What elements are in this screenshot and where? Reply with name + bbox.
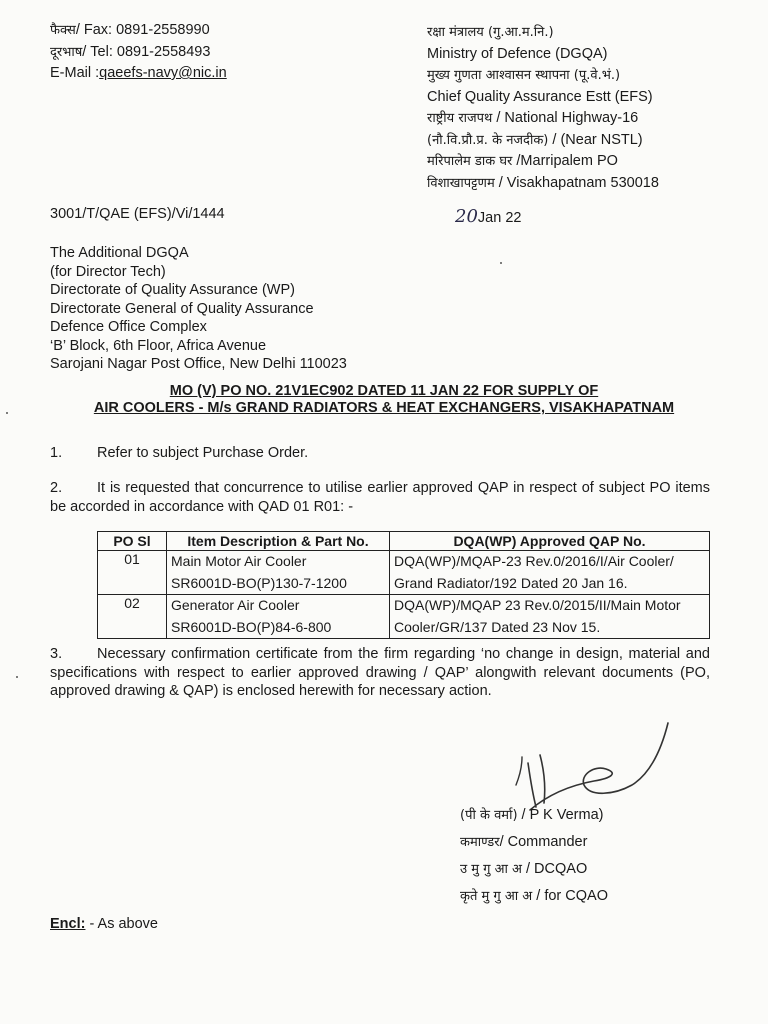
subject-heading bbox=[0, 383, 768, 417]
header-contact-block bbox=[50, 20, 227, 85]
paragraph-text: It is requested that concurrence to utilise earlier approved QAP in respect of subject PO items be accorded in accordance with QAD 01 R01: - bbox=[50, 480, 710, 515]
addressee-line: Defence Office Complex bbox=[50, 319, 207, 335]
item-description-cell bbox=[167, 551, 390, 595]
address-hindi: मरिपालेम डाक घर bbox=[427, 154, 513, 169]
address-line bbox=[427, 151, 659, 173]
po-sl-cell: 02 bbox=[98, 595, 167, 639]
column-header: Item Description & Part No. bbox=[167, 532, 390, 551]
column-header: PO Sl bbox=[98, 532, 167, 551]
address-english: Chief Quality Assurance Estt (EFS) bbox=[427, 88, 653, 105]
email-line bbox=[50, 63, 227, 85]
subject-line-2: AIR COOLERS - M/s GRAND RADIATORS & HEAT EXCHANGERS, VISAKHAPATNAM bbox=[93, 400, 675, 416]
scan-speck bbox=[500, 262, 502, 264]
tel-line bbox=[50, 42, 227, 64]
paragraph-number: 2. bbox=[50, 480, 63, 496]
column-header: DQA(WP) Approved QAP No. bbox=[390, 532, 710, 551]
date-day-handwritten: 20 bbox=[455, 206, 478, 227]
subject-line-1: MO (V) PO NO. 21V1EC902 DATED 11 JAN 22 FOR SUPPLY OF bbox=[169, 383, 599, 399]
email-label: E-Mail : bbox=[50, 65, 100, 81]
addressee-line: ‘B’ Block, 6th Floor, Africa Avenue bbox=[50, 337, 267, 354]
addressee-line: Directorate General of Quality Assurance bbox=[50, 300, 314, 317]
address-hindi: (नौ.वि.प्रौ.प्र. के नजदीक) bbox=[427, 132, 549, 148]
rank-english: / Commander bbox=[499, 834, 588, 850]
address-hindi: मुख्य गुणता आश्वासन स्थापना (पू.वे.भं.) bbox=[427, 68, 621, 83]
qap-line: Grand Radiator/192 Dated 20 Jan 16. bbox=[394, 574, 628, 591]
addressee-line: Sarojani Nagar Post Office, New Delhi 110023 bbox=[50, 356, 347, 372]
fax-line bbox=[50, 20, 227, 42]
addressee-line: (for Director Tech) bbox=[50, 263, 166, 280]
address-english: / (Near NSTL) bbox=[548, 131, 643, 148]
address-line bbox=[427, 87, 659, 109]
address-hindi: रक्षा मंत्रालय (गु.आ.म.नि.) bbox=[427, 25, 554, 40]
address-line bbox=[427, 65, 659, 87]
part-number: SR6001D-BO(P)84-6-800 bbox=[171, 618, 332, 635]
address-line bbox=[427, 44, 659, 66]
qap-number-cell bbox=[390, 595, 710, 639]
paragraph-text: Necessary confirmation certificate from the firm regarding ‘no change in design, material and specifications with respect to earlier approved drawing / QAP’ alongwith relevant documents (PO, approved drawing & QAP) is enclosed herewith for necessary action. bbox=[50, 646, 710, 699]
po-sl-cell: 01 bbox=[98, 551, 167, 595]
paragraph-number: 3. bbox=[50, 646, 63, 662]
item-name: Main Motor Air Cooler bbox=[171, 553, 307, 569]
for-english: / for CQAO bbox=[532, 888, 608, 904]
address-english: / Visakhapatnam 530018 bbox=[494, 174, 659, 191]
paragraph-text: Refer to subject Purchase Order. bbox=[97, 445, 309, 461]
tel-number: / Tel: 0891-2558493 bbox=[82, 43, 211, 60]
scan-speck bbox=[6, 412, 8, 414]
enclosure-label: Encl: bbox=[50, 916, 86, 932]
tel-label-hindi: दूरभाष bbox=[50, 44, 83, 60]
table-row bbox=[98, 551, 710, 595]
post-english: / DCQAO bbox=[521, 861, 588, 877]
address-line bbox=[427, 130, 659, 152]
address-english: /Marripalem PO bbox=[512, 153, 618, 169]
signature-block bbox=[460, 802, 608, 910]
qap-number-cell bbox=[390, 551, 710, 595]
date-month-year: Jan 22 bbox=[477, 210, 522, 226]
address-hindi: राष्ट्रीय राजपथ bbox=[427, 111, 493, 126]
table-row bbox=[98, 595, 710, 639]
signatory-name bbox=[460, 802, 608, 829]
part-number: SR6001D-BO(P)130-7-1200 bbox=[171, 574, 347, 591]
email-link[interactable]: qaeefs-navy@nic.in bbox=[99, 65, 227, 81]
qap-line: DQA(WP)/MQAP-23 Rev.0/2016/I/Air Cooler/ bbox=[394, 553, 674, 569]
signatory-name-hindi: (पी के वर्मा) bbox=[460, 808, 518, 823]
addressee-line: The Additional DGQA bbox=[50, 245, 189, 261]
for-hindi: कृते मु गु आ अ bbox=[460, 889, 533, 904]
post-hindi: उ मु गु आ अ bbox=[460, 862, 522, 877]
signatory-post bbox=[460, 856, 608, 883]
address-line bbox=[427, 173, 659, 195]
addressee-block bbox=[50, 244, 347, 374]
enclosure-text: - As above bbox=[85, 916, 158, 932]
fax-number: / Fax: 0891-2558990 bbox=[75, 22, 210, 38]
header-address-block bbox=[427, 22, 659, 194]
scan-speck bbox=[16, 676, 18, 678]
paragraph-2 bbox=[50, 479, 710, 516]
signatory-for bbox=[460, 883, 608, 910]
fax-label-hindi: फैक्स bbox=[50, 23, 76, 38]
signatory-rank bbox=[460, 829, 608, 856]
table-header-row bbox=[98, 532, 710, 551]
paragraph-3 bbox=[50, 645, 710, 701]
letter-date bbox=[455, 206, 521, 227]
address-hindi: विशाखापट्टणम bbox=[427, 175, 495, 191]
signature-stroke bbox=[528, 723, 668, 810]
paragraph-number: 1. bbox=[50, 445, 63, 461]
qap-line: Cooler/GR/137 Dated 23 Nov 15. bbox=[394, 618, 601, 635]
paragraph-1 bbox=[50, 444, 710, 463]
address-line bbox=[427, 22, 659, 44]
item-description-cell bbox=[167, 595, 390, 639]
signature-stroke bbox=[516, 757, 522, 785]
address-english: / National Highway-16 bbox=[492, 110, 639, 126]
address-english: Ministry of Defence (DGQA) bbox=[427, 45, 608, 62]
addressee-line: Directorate of Quality Assurance (WP) bbox=[50, 282, 295, 298]
qap-table bbox=[97, 531, 710, 639]
reference-number: 3001/T/QAE (EFS)/Vi/1444 bbox=[50, 206, 225, 222]
rank-hindi: कमाण्डर bbox=[460, 835, 500, 850]
item-name: Generator Air Cooler bbox=[171, 597, 300, 613]
enclosure-line bbox=[50, 916, 158, 932]
qap-line: DQA(WP)/MQAP 23 Rev.0/2015/II/Main Motor bbox=[394, 597, 681, 613]
signatory-name-english: / P K Verma) bbox=[517, 807, 604, 823]
address-line bbox=[427, 108, 659, 130]
